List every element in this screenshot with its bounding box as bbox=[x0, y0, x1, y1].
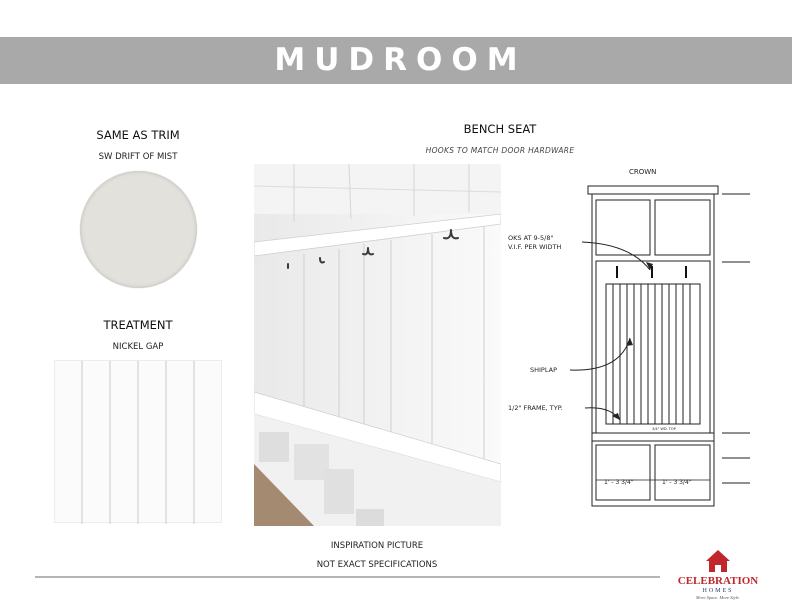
inspiration-disclaimer: NOT EXACT SPECIFICATIONS bbox=[316, 560, 438, 570]
paint-name: SW DRIFT OF MIST bbox=[98, 152, 178, 162]
bench-hardware-note: HOOKS TO MATCH DOOR HARDWARE bbox=[425, 146, 575, 155]
logo-subtitle: HOMES bbox=[702, 588, 734, 594]
page-title: MUDROOM bbox=[274, 42, 527, 78]
paint-heading: SAME AS TRIM bbox=[96, 128, 180, 142]
elevation-drawing bbox=[500, 158, 750, 518]
treatment-name: NICKEL GAP bbox=[112, 342, 164, 352]
shiplap-label: SHIPLAP bbox=[530, 366, 557, 374]
title-banner bbox=[0, 37, 792, 84]
paint-color-swatch bbox=[80, 171, 197, 288]
inspiration-caption: INSPIRATION PICTURE bbox=[330, 541, 424, 551]
nickel-gap-lines bbox=[55, 361, 223, 524]
treatment-heading: TREATMENT bbox=[103, 318, 173, 332]
house-icon bbox=[706, 550, 730, 572]
bench-heading: BENCH SEAT bbox=[463, 122, 537, 136]
logo-wordmark: CELEBRATION bbox=[677, 575, 759, 587]
seat-top-label: 3/4" WD. TOP bbox=[652, 427, 676, 431]
hooks-label-line1: OKS AT 9-5/8" bbox=[508, 234, 554, 242]
dimension-left: 1' - 3 3/4" bbox=[604, 479, 634, 486]
crown-label: CROWN bbox=[629, 168, 657, 176]
hooks-label-line2: V.I.F. PER WIDTH bbox=[508, 243, 562, 251]
logo-tagline: More Space. More Style. bbox=[695, 595, 741, 600]
dimension-right: 1' - 3 3/4" bbox=[662, 479, 692, 486]
nickel-gap-sample-image bbox=[54, 360, 222, 523]
footer-divider bbox=[35, 576, 660, 578]
frame-label: 1/2" FRAME, TYP. bbox=[508, 404, 563, 412]
crown-molding bbox=[588, 186, 718, 194]
inspiration-photo bbox=[254, 164, 501, 526]
celebration-homes-logo bbox=[674, 548, 762, 600]
